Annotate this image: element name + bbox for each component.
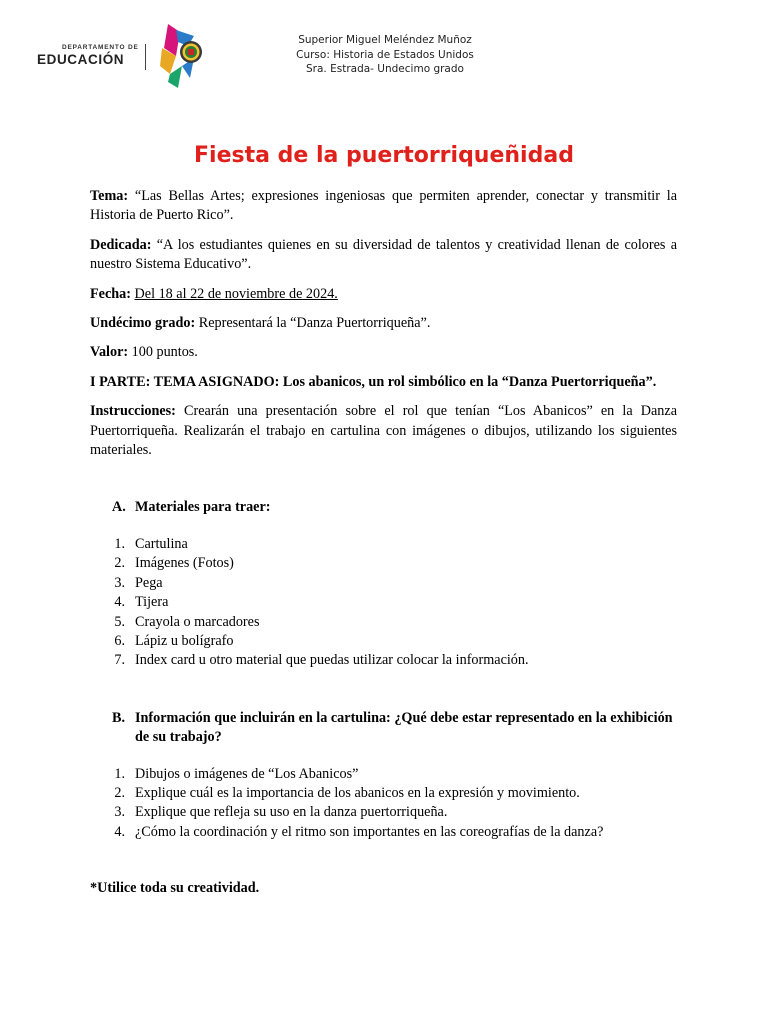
list-item bbox=[90, 574, 677, 593]
section-b-title: Información que incluirán en la cartulina: ¿Qué debe estar representado en la exhibición de su trabajo? bbox=[135, 709, 673, 746]
logo-separator bbox=[145, 44, 146, 70]
list-text: Explique cuál es la importancia de los abanicos en la expresión y movimiento. bbox=[135, 784, 580, 801]
list-text: Tijera bbox=[135, 594, 169, 611]
puerto-rico-seal-icon bbox=[154, 22, 212, 92]
list-number: 6. bbox=[114, 632, 125, 649]
list-text: Cartulina bbox=[135, 535, 188, 552]
section-b-heading bbox=[112, 709, 677, 748]
fecha-text: Del 18 al 22 de noviembre de 2024. bbox=[134, 285, 338, 302]
closing-note: *Utilice toda su creatividad. bbox=[90, 880, 260, 897]
list-text: Index card u otro material que puedas utilizar colocar la información. bbox=[135, 652, 529, 669]
list-text: ¿Cómo la coordinación y el ritmo son importantes en las coreografías de la danza? bbox=[135, 823, 604, 840]
list-number: 4. bbox=[114, 823, 125, 840]
materials-list bbox=[90, 535, 677, 671]
tema-label: Tema: bbox=[90, 188, 129, 204]
school-info-block bbox=[270, 33, 500, 77]
course-name: Curso: Historia de Estados Unidos bbox=[296, 48, 474, 61]
list-number: 4. bbox=[114, 594, 125, 611]
cartulina-info-list bbox=[90, 765, 677, 843]
tema-text: “Las Bellas Artes; expresiones ingeniosas que permiten aprender, conectar y transmitir la Historia de Puerto Rico”. bbox=[90, 188, 677, 224]
list-text: Explique que refleja su uso en la danza puertorriqueña. bbox=[135, 804, 448, 821]
list-item bbox=[90, 535, 677, 554]
list-number: 5. bbox=[114, 613, 125, 630]
list-number: 1. bbox=[114, 765, 125, 782]
list-item bbox=[90, 651, 677, 670]
section-a-title: Materiales para traer: bbox=[135, 499, 271, 516]
list-item bbox=[90, 765, 677, 784]
list-text: Crayola o marcadores bbox=[135, 613, 260, 630]
valor-label: Valor: bbox=[90, 344, 129, 361]
list-item bbox=[90, 613, 677, 632]
fecha-label: Fecha: bbox=[90, 285, 131, 302]
grado-label: Undécimo grado: bbox=[90, 315, 196, 332]
section-a-heading bbox=[112, 498, 677, 517]
list-item bbox=[90, 632, 677, 651]
section-b-letter: B. bbox=[112, 709, 126, 726]
teacher-grade: Sra. Estrada- Undecimo grado bbox=[306, 63, 464, 75]
parte-heading: I PARTE: TEMA ASIGNADO: Los abanicos, un rol simbólico en la “Danza Puertorriqueña”. bbox=[90, 373, 657, 390]
list-text: Lápiz u bolígrafo bbox=[135, 632, 234, 649]
list-text: Imágenes (Fotos) bbox=[135, 555, 234, 572]
list-number: 7. bbox=[114, 652, 125, 669]
list-number: 3. bbox=[114, 574, 125, 591]
list-number: 3. bbox=[114, 804, 125, 821]
education-department-logo bbox=[37, 22, 212, 92]
school-name: Superior Miguel Meléndez Muñoz bbox=[298, 34, 472, 46]
dedicada-label: Dedicada: bbox=[90, 236, 152, 253]
valor-text: 100 puntos. bbox=[131, 344, 198, 361]
valor-paragraph bbox=[90, 343, 677, 362]
logo-name: EDUCACIÓN bbox=[37, 52, 125, 67]
list-number: 2. bbox=[114, 555, 125, 572]
instrucciones-text: Crearán una presentación sobre el rol que tenían “Los Abanicos” en la Danza Puertorriqueña. Realizarán el trabajo en cartulina con imágenes o dibujos, utilizando los siguientes materiales. bbox=[90, 403, 677, 459]
document-body bbox=[90, 187, 677, 899]
list-item bbox=[90, 593, 677, 612]
instrucciones-paragraph bbox=[90, 402, 677, 460]
list-item bbox=[90, 823, 677, 842]
dedicada-paragraph bbox=[90, 236, 677, 275]
list-text: Pega bbox=[135, 574, 163, 591]
list-item bbox=[90, 554, 677, 573]
list-number: 2. bbox=[114, 784, 125, 801]
section-a-letter: A. bbox=[112, 499, 126, 516]
grado-paragraph bbox=[90, 314, 677, 333]
fecha-paragraph bbox=[90, 285, 677, 304]
tema-paragraph bbox=[90, 187, 677, 226]
list-number: 1. bbox=[114, 535, 125, 552]
instrucciones-label: Instrucciones: bbox=[90, 403, 176, 420]
list-item bbox=[90, 784, 677, 803]
list-text: Dibujos o imágenes de “Los Abanicos” bbox=[135, 765, 359, 782]
logo-department-label: DEPARTAMENTO DE bbox=[62, 44, 139, 51]
dedicada-text: “A los estudiantes quienes en su diversidad de talentos y creatividad llenan de colores a nuestro Sistema Educativo”. bbox=[90, 236, 677, 273]
grado-text: Representará la “Danza Puertorriqueña”. bbox=[198, 315, 431, 332]
list-item bbox=[90, 803, 677, 822]
document-title: Fiesta de la puertorriqueñidad bbox=[194, 143, 574, 168]
